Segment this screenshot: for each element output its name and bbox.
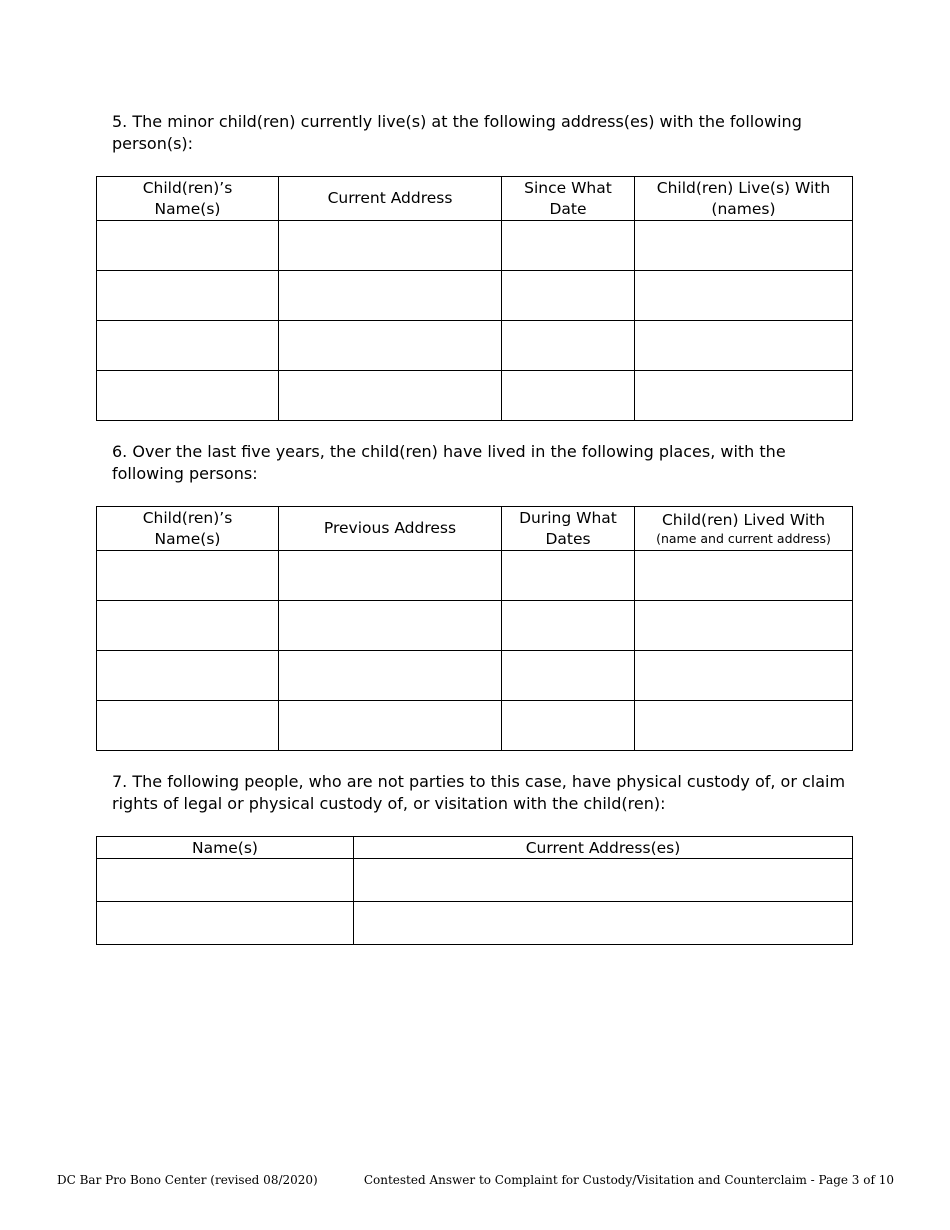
footer-organization: DC Bar Pro Bono Center (revised 08/2020) [57,1173,318,1187]
header-lives-with: Child(ren) Live(s) With (names) [635,177,853,221]
header-children-names: Child(ren)’s Name(s) [97,177,279,221]
header-current-address: Current Address [279,177,502,221]
lives-with-cell[interactable] [635,321,853,371]
table-row [97,701,853,751]
lived-with-cell[interactable] [635,601,853,651]
address-cell[interactable] [279,701,502,751]
table-header-row [97,837,853,859]
dates-cell[interactable] [502,651,635,701]
header-previous-address: Previous Address [279,507,502,551]
address-cell[interactable] [279,221,502,271]
table-row [97,271,853,321]
date-cell[interactable] [502,221,635,271]
footer-page-info: Contested Answer to Complaint for Custody/Visitation and Counterclaim - Page 3 of 10 [363,1173,894,1187]
dates-cell[interactable] [502,701,635,751]
name-cell[interactable] [97,859,354,902]
date-cell[interactable] [502,271,635,321]
child-name-cell[interactable] [97,271,279,321]
address-cell[interactable] [354,859,853,902]
section-7-text: 7. The following people, who are not parties to this case, have physical custody of, or claim rights of legal or physical custody of, or visitation with the child(ren): [112,772,846,813]
lives-with-cell[interactable] [635,221,853,271]
name-cell[interactable] [97,902,354,945]
section-5-text: 5. The minor child(ren) currently live(s) at the following address(es) with the following person(s): [112,112,802,153]
date-cell[interactable] [502,321,635,371]
child-name-cell[interactable] [97,371,279,421]
address-cell[interactable] [279,371,502,421]
header-during-what-dates: During What Dates [502,507,635,551]
header-since-what-date: Since What Date [502,177,635,221]
previous-residence-table [96,506,853,751]
header-names: Name(s) [97,837,354,859]
child-name-cell[interactable] [97,701,279,751]
lived-with-cell[interactable] [635,701,853,751]
lives-with-cell[interactable] [635,371,853,421]
table-row [97,371,853,421]
lived-with-cell[interactable] [635,651,853,701]
dates-cell[interactable] [502,601,635,651]
dates-cell[interactable] [502,551,635,601]
child-name-cell[interactable] [97,601,279,651]
address-cell[interactable] [279,271,502,321]
address-cell[interactable] [354,902,853,945]
child-name-cell[interactable] [97,551,279,601]
child-name-cell[interactable] [97,651,279,701]
date-cell[interactable] [502,371,635,421]
table-row [97,651,853,701]
address-cell[interactable] [279,551,502,601]
section-6-text: 6. Over the last five years, the child(ren) have lived in the following places, with the following persons: [112,442,786,483]
current-residence-table [96,176,853,421]
child-name-cell[interactable] [97,221,279,271]
table-row [97,601,853,651]
address-cell[interactable] [279,651,502,701]
lives-with-cell[interactable] [635,271,853,321]
custody-claimants-table [96,836,853,945]
table-row [97,221,853,271]
table-row [97,902,853,945]
table-header-row [97,507,853,551]
header-current-addresses: Current Address(es) [354,837,853,859]
table-row [97,321,853,371]
table-row [97,551,853,601]
address-cell[interactable] [279,601,502,651]
lived-with-cell[interactable] [635,551,853,601]
table-header-row [97,177,853,221]
child-name-cell[interactable] [97,321,279,371]
header-children-names: Child(ren)’s Name(s) [97,507,279,551]
header-lived-with: Child(ren) Lived With (name and current address) [635,507,853,551]
table-row [97,859,853,902]
address-cell[interactable] [279,321,502,371]
